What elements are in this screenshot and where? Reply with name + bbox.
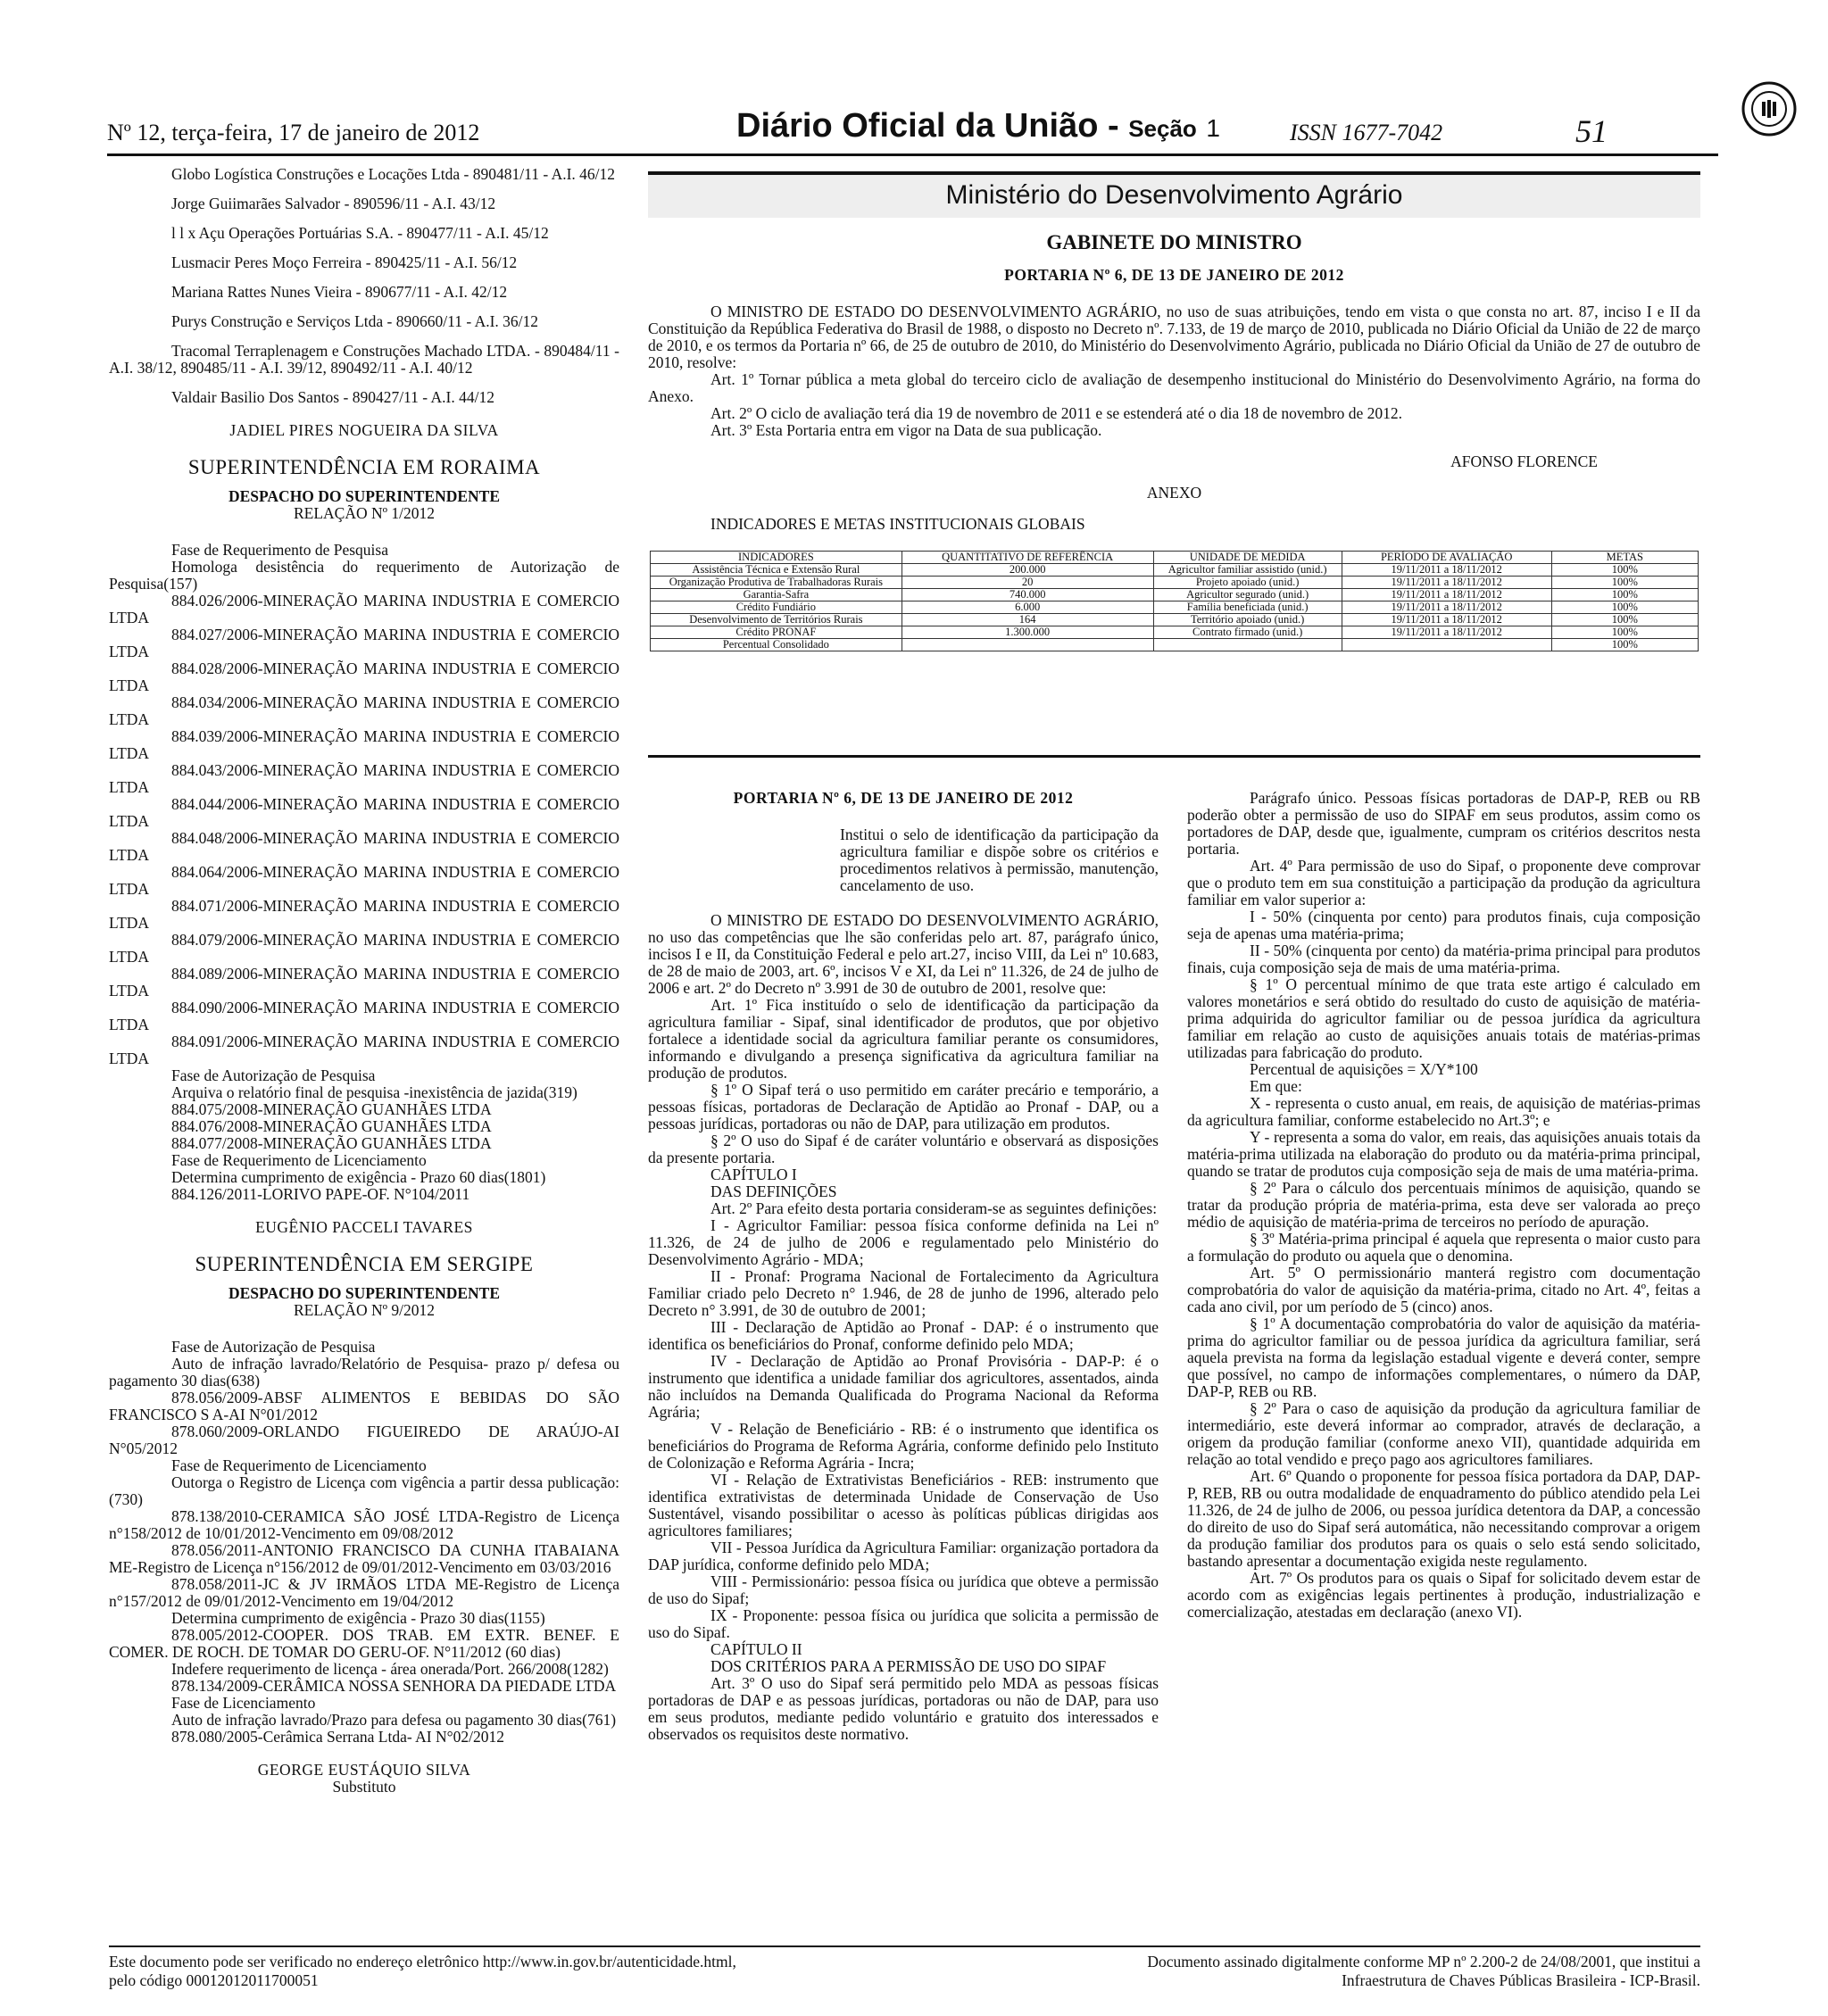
list-item: 884.039/2006-MINERAÇÃO MARINA INDUSTRIA E COMERCIO LTDA xyxy=(109,727,619,762)
column-header: UNIDADE DE MEDIDA xyxy=(1153,552,1342,564)
paragraph: Art. 2º O ciclo de avaliação terá dia 19 de novembro de 2011 e se estenderá até o dia 18 de novembro de 2012. xyxy=(710,404,1402,422)
cell: 19/11/2011 a 18/11/2012 xyxy=(1342,564,1551,577)
list-item: Globo Logística Construções e Locações Ltda - 890481/11 - A.I. 46/12 xyxy=(171,165,616,183)
cell: Crédito PRONAF xyxy=(651,626,902,639)
paragraph: VI - Relação de Extrativistas Beneficiários - REB: instrumento que identifica extrativistas de determinada Unidade de Conservação de Uso Sustentável, visando possibilitar o acesso às políticas públicas dirigidas aos agricultores familiares; xyxy=(648,1471,1159,1539)
signature-note-line: Documento assinado digitalmente conforme MP nº 2.200-2 de 24/08/2001, que institui a xyxy=(1147,1953,1700,1970)
cell: 19/11/2011 a 18/11/2012 xyxy=(1342,614,1551,626)
sergipe-list xyxy=(109,1339,619,1746)
table-title: INDICADORES E METAS INSTITUCIONAIS GLOBAIS xyxy=(710,515,1085,533)
list-item: Tracomal Terraplenagem e Construções Machado LTDA. - 890484/11 - A.I. 38/12, 890485/11 - A.I. 39/12, 890492/11 - A.I. 40/12 xyxy=(109,342,619,377)
paragraph: § 2º O uso do Sipaf é de caráter voluntário e observará as disposições da presente portaria. xyxy=(648,1132,1159,1166)
table-row xyxy=(651,564,1699,577)
ementa: Institui o selo de identificação da participação da agricultura familiar e dispõe sobre os critérios e procedimentos relativos à permissão, manutenção, cancelamento de uso. xyxy=(840,825,1159,894)
paragraph: § 1º A documentação comprobatória do valor de aquisição da matéria-prima do agricultor familiar ou de pessoa jurídica da agricultura familiar, será aquela prevista na forma da legislação estadual vigente e deverá conter, sempre que possível, no campo de informações complementares, o número da DAP, DAP-P, REB ou RB. xyxy=(1187,1315,1700,1400)
paragraph: Art. 3º Esta Portaria entra em vigor na Data de sua publicação. xyxy=(710,421,1102,439)
cell xyxy=(1342,639,1551,651)
indicators-table xyxy=(650,551,1699,651)
paragraph: O MINISTRO DE ESTADO DO DESENVOLVIMENTO AGRÁRIO, no uso de suas atribuições, tendo em vista o que consta no art. 87, inciso I e II da Constituição da República Federativa do Brasil de 1988, o disposto no Decreto nº. 7.133, de 19 de março de 2010, publicada no Diário Oficial da União de 22 de março de 2010, e os termos da Portaria nº 66, de 25 de outubro de 2010, do Ministério do Desenvolvimento Agrário, publicada no Diário Oficial da União de 27 de outubro de 2010, resolve: xyxy=(648,303,1700,371)
cell: 100% xyxy=(1551,614,1698,626)
list-item: Fase de Autorização de Pesquisa xyxy=(171,1338,376,1356)
list-item: Fase de Requerimento de Licenciamento xyxy=(171,1151,427,1169)
anexo-heading: ANEXO xyxy=(1146,484,1202,502)
list-item: 878.058/2011-JC & JV IRMÃOS LTDA ME-Registro de Licença n°157/2012 de 09/01/2012-Vencimento em 19/04/2012 xyxy=(109,1575,619,1610)
cell: 19/11/2011 a 18/11/2012 xyxy=(1342,601,1551,614)
chapter-heading: CAPÍTULO I xyxy=(710,1166,797,1183)
paragraph: Y - representa a soma do valor, em reais, das aquisições anuais totais da matéria-prima utilizada na elaboração do produto ou da matéria-prima principal, quando se tratar de produtos cuja composição seja de mais de uma matéria-prima. xyxy=(1187,1128,1700,1180)
column-header: QUANTITATIVO DE REFERÊNCIA xyxy=(902,552,1153,564)
cell: Crédito Fundiário xyxy=(651,601,902,614)
verification-code-line: pelo código 00012012011700051 xyxy=(109,1971,319,1989)
section-label: Seção xyxy=(1128,115,1197,142)
paragraph: I - 50% (cinquenta por cento) para produtos finais, cuja composição seja de apenas uma matéria-prima; xyxy=(1187,908,1700,942)
cell xyxy=(902,639,1153,651)
paragraph: Art. 7º Os produtos para os quais o Sipaf for solicitado devem estar de acordo com as exigências legais pertinentes à produção, industrialização e comercialização, atestadas em declaração (anexo VI). xyxy=(1187,1569,1700,1621)
signature-role: Substituto xyxy=(332,1778,396,1796)
list-item: 884.028/2006-MINERAÇÃO MARINA INDUSTRIA E COMERCIO LTDA xyxy=(109,660,619,694)
paragraph: § 3º Matéria-prima principal é aquela que representa o maior custo para a formulação do produto ou aquela que o denomina. xyxy=(1187,1230,1700,1265)
roraima-list xyxy=(109,542,619,1203)
cell: 1.300.000 xyxy=(902,626,1153,639)
list-item: 884.089/2006-MINERAÇÃO MARINA INDUSTRIA E COMERCIO LTDA xyxy=(109,965,619,1000)
verification-note xyxy=(109,1953,912,1990)
cell: 164 xyxy=(902,614,1153,626)
relacao-number: RELAÇÃO Nº 1/2012 xyxy=(293,504,436,522)
list-item: Determina cumprimento de exigência - Prazo 60 dias(1801) xyxy=(171,1168,546,1186)
chapter-title: DOS CRITÉRIOS PARA A PERMISSÃO DE USO DO SIPAF xyxy=(710,1657,1107,1675)
table-row xyxy=(651,626,1699,639)
list-item: 884.091/2006-MINERAÇÃO MARINA INDUSTRIA E COMERCIO LTDA xyxy=(109,1033,619,1067)
signature: JADIEL PIRES NOGUEIRA DA SILVA xyxy=(229,421,499,439)
paragraph: § 1º O Sipaf terá o uso permitido em caráter precário e temporário, a pessoas físicas, portadoras de Declaração de Aptidão ao Pronaf - DAP, ou a pessoas jurídicas, portadoras ou não de DAP, para utilização em produtos. xyxy=(648,1081,1159,1132)
cell: 100% xyxy=(1551,589,1698,601)
despacho-heading: DESPACHO DO SUPERINTENDENTE xyxy=(228,1284,501,1302)
paragraph: O MINISTRO DE ESTADO DO DESENVOLVIMENTO AGRÁRIO, no uso das competências que lhe são conferidas pelo art. 87, parágrafo único, incisos I e II, da Constituição Federal e pelo art.27, inciso VIII, da Lei nº 10.683, de 28 de maio de 2003, art. 6º, incisos V e XI, da Lei nº 11.326, de 24 de julho de 2006 e art. 2º do Decreto nº 3.991 de 30 de outubro de 2001, resolve que: xyxy=(648,911,1159,997)
list-item: 878.138/2010-CERAMICA SÃO JOSÉ LTDA-Registro de Licença n°158/2012 de 10/01/2012-Vencimento em 09/08/2012 xyxy=(109,1507,619,1542)
cell: 100% xyxy=(1551,601,1698,614)
list-item: Mariana Rattes Nunes Vieira - 890677/11 - A.I. 42/12 xyxy=(171,283,508,301)
column-header: INDICADORES xyxy=(651,552,902,564)
cell: 100% xyxy=(1551,626,1698,639)
paragraph: VII - Pessoa Jurídica da Agricultura Familiar: organização portadora da DAP jurídica, conforme definido pelo MDA; xyxy=(648,1539,1159,1573)
list-item: Auto de infração lavrado/Prazo para defesa ou pagamento 30 dias(761) xyxy=(171,1711,617,1729)
list-item: Jorge Guiimarães Salvador - 890596/11 - A.I. 43/12 xyxy=(171,195,496,212)
cell: Organização Produtiva de Trabalhadoras Rurais xyxy=(651,577,902,589)
imprensa-nacional-seal-icon xyxy=(1741,80,1798,137)
column-header: METAS xyxy=(1551,552,1698,564)
cell: Agricultor segurado (unid.) xyxy=(1153,589,1342,601)
ministry-title: Ministério do Desenvolvimento Agrário xyxy=(648,171,1700,218)
cell: Assistência Técnica e Extensão Rural xyxy=(651,564,902,577)
paragraph: Art. 1º Tornar pública a meta global do terceiro ciclo de avaliação de desempenho institucional do Ministério do Desenvolvimento Agrário, na forma do Anexo. xyxy=(648,370,1700,405)
list-item: 884.071/2006-MINERAÇÃO MARINA INDUSTRIA E COMERCIO LTDA xyxy=(109,897,619,932)
journal-title-text: Diário Oficial da União - xyxy=(736,107,1119,145)
list-item: 884.077/2008-MINERAÇÃO GUANHÃES LTDA xyxy=(171,1134,492,1152)
paragraph: Art. 5º O permissionário manterá registro com documentação comprobatória do valor de aquisição da matéria-prima, citado no Art. 4º, feitas a cada ano civil, por um período de 5 (cinco) anos. xyxy=(1187,1264,1700,1315)
signature: GEORGE EUSTÁQUIO SILVA xyxy=(257,1761,471,1779)
header-rule xyxy=(107,153,1718,156)
list-item: Purys Construção e Serviços Ltda - 890660/11 - A.I. 36/12 xyxy=(171,312,539,330)
cell: 740.000 xyxy=(902,589,1153,601)
despacho-heading: DESPACHO DO SUPERINTENDENTE xyxy=(228,487,501,505)
table-row xyxy=(651,639,1699,651)
portaria-title: PORTARIA Nº 6, DE 13 DE JANEIRO DE 2012 xyxy=(733,789,1074,807)
cell: Projeto apoiado (unid.) xyxy=(1153,577,1342,589)
cell: Percentual Consolidado xyxy=(651,639,902,651)
list-item: 878.005/2012-COOPER. DOS TRAB. EM EXTR. BENEF. E COMER. DE ROCH. DE TOMAR DO GERU-OF. N°11/2012 (60 dias) xyxy=(109,1626,619,1661)
cell: 100% xyxy=(1551,564,1698,577)
list-item: 884.126/2011-LORIVO PAPE-OF. N°104/2011 xyxy=(171,1185,470,1203)
relacao-number: RELAÇÃO Nº 9/2012 xyxy=(293,1301,436,1319)
cell: 20 xyxy=(902,577,1153,589)
list-item: Determina cumprimento de exigência - Prazo 30 dias(1155) xyxy=(171,1609,545,1627)
issn: ISSN 1677-7042 xyxy=(1290,120,1443,145)
verification-url-line: Este documento pode ser verificado no endereço eletrônico http://www.in.gov.br/autenticidade.html, xyxy=(109,1953,736,1970)
list-item: Homologa desistência do requerimento de Autorização de Pesquisa(157) xyxy=(109,558,619,593)
gabinete-title: GABINETE DO MINISTRO xyxy=(1046,231,1302,253)
cell: 19/11/2011 a 18/11/2012 xyxy=(1342,589,1551,601)
cell: 100% xyxy=(1551,639,1698,651)
section-title-roraima: SUPERINTENDÊNCIA EM RORAIMA xyxy=(187,456,541,478)
page-header xyxy=(107,107,1718,152)
chapter-title: DAS DEFINIÇÕES xyxy=(710,1182,837,1200)
list-item: 884.075/2008-MINERAÇÃO GUANHÃES LTDA xyxy=(171,1100,492,1118)
paragraph: § 2º Para o caso de aquisição da produção da agricultura familiar de intermediário, este deverá informar ao comprador, através de declaração, a origem da produção familiar (conforme anexo VII), quantidade adquirida em relação ao total vendido e preço pago aos agricultores familiares. xyxy=(1187,1399,1700,1468)
list-item: 884.026/2006-MINERAÇÃO MARINA INDUSTRIA E COMERCIO LTDA xyxy=(109,592,619,626)
paragraph: Em que: xyxy=(1250,1077,1302,1095)
cell: Garantia-Safra xyxy=(651,589,902,601)
list-item: Fase de Requerimento de Pesquisa xyxy=(171,541,389,559)
cell: Agricultor familiar assistido (unid.) xyxy=(1153,564,1342,577)
list-item: Indefere requerimento de licença - área onerada/Port. 266/2008(1282) xyxy=(171,1660,609,1678)
paragraph: Art. 6º Quando o proponente for pessoa física portadora da DAP, DAP-P, REB, RB ou outra modalidade de enquadramento do público atendido pela Lei 11.326, de 24 de julho de 2006, ou pessoa jurídica detentora da DAP, a concessão do direito de uso do Sipaf será automática, não necessitando comprovar a origem da produção familiar dos produtos para os quais o selo está sendo solicitado, bastando apresentar a documentação exigida neste regulamento. xyxy=(1187,1467,1700,1570)
table-row xyxy=(651,601,1699,614)
paragraph: IX - Proponente: pessoa física ou jurídica que solicita a permissão de uso do Sipaf. xyxy=(648,1606,1159,1641)
gabinete-block xyxy=(648,231,1700,533)
list-item: 884.043/2006-MINERAÇÃO MARINA INDUSTRIA E COMERCIO LTDA xyxy=(109,761,619,796)
list-top xyxy=(109,166,619,406)
portaria-title: PORTARIA Nº 6, DE 13 DE JANEIRO DE 2012 xyxy=(1004,266,1344,284)
list-item: 878.134/2009-CERÂMICA NOSSA SENHORA DA PIEDADE LTDA xyxy=(171,1677,617,1695)
cell: 19/11/2011 a 18/11/2012 xyxy=(1342,577,1551,589)
signature-note xyxy=(1004,1953,1700,1990)
chapter-heading: CAPÍTULO II xyxy=(710,1640,802,1658)
paragraph: I - Agricultor Familiar: pessoa física conforme definida na Lei nº 11.326, de 24 de julho de 2006 e regulamentado pelo Ministério do Desenvolvimento Agrário - MDA; xyxy=(648,1216,1159,1268)
list-item: Fase de Requerimento de Licenciamento xyxy=(171,1456,427,1474)
table-header-row xyxy=(651,552,1699,564)
table-row xyxy=(651,589,1699,601)
list-item: 884.064/2006-MINERAÇÃO MARINA INDUSTRIA E COMERCIO LTDA xyxy=(109,863,619,898)
cell: Contrato firmado (unid.) xyxy=(1153,626,1342,639)
list-item: 878.080/2005-Cerâmica Serrana Ltda- AI N°02/2012 xyxy=(171,1728,504,1746)
section-divider xyxy=(648,755,1700,758)
list-item: 878.056/2009-ABSF ALIMENTOS E BEBIDAS DO SÃO FRANCISCO S A-AI N°01/2012 xyxy=(109,1389,619,1423)
paragraph: § 1º O percentual mínimo de que trata este artigo é calculado em valores monetários e será obtido do resultado do custo de aquisição de matéria-prima adquirida do agricultor familiar ou de pessoa jurídica da agricultura familiar em relação ao custo de aquisições anuais totais de matérias-primas utilizadas para fabricação do produto. xyxy=(1187,975,1700,1061)
paragraph: IV - Declaração de Aptidão ao Pronaf Provisória - DAP-P: é o instrumento que identifica a unidade familiar dos agricultores, assentados, ainda não incluídos na Demanda Qualificada do Programa Nacional da Reforma Agrária; xyxy=(648,1352,1159,1421)
signature: EUGÊNIO PACCELI TAVARES xyxy=(255,1218,473,1236)
portaria-column-b xyxy=(648,790,1159,1743)
table-row xyxy=(651,577,1699,589)
signer-name: AFONSO FLORENCE xyxy=(1450,452,1598,470)
cell: Família beneficiada (unid.) xyxy=(1153,601,1342,614)
table-row xyxy=(651,614,1699,626)
paragraph: V - Relação de Beneficiário - RB: é o instrumento que identifica os beneficiários do Programa de Reforma Agrária, conforme definido pelo Instituto de Colonização e Reforma Agrária - Incra; xyxy=(648,1420,1159,1472)
paragraph: Art. 2º Para efeito desta portaria consideram-se as seguintes definições: xyxy=(710,1199,1158,1217)
list-item: Fase de Licenciamento xyxy=(171,1694,316,1712)
section-title-sergipe: SUPERINTENDÊNCIA EM SERGIPE xyxy=(195,1253,534,1275)
list-item: 884.044/2006-MINERAÇÃO MARINA INDUSTRIA E COMERCIO LTDA xyxy=(109,795,619,830)
cell: 200.000 xyxy=(902,564,1153,577)
journal-title xyxy=(736,107,1220,145)
section-number: 1 xyxy=(1206,114,1220,142)
page-number: 51 xyxy=(1575,113,1608,149)
cell: 19/11/2011 a 18/11/2012 xyxy=(1342,626,1551,639)
cell: 6.000 xyxy=(902,601,1153,614)
paragraph: Art. 1º Fica instituído o selo de identificação da participação da agricultura familiar - Sipaf, sinal identificador de produtos, que por objetivo fortalece a identidade social da agricultura familiar perante os consumidores, informando e divulgando a presença significativa da agricultura familiar na produção de produtos. xyxy=(648,996,1159,1082)
paragraph: Art. 3º O uso do Sipaf será permitido pelo MDA as pessoas físicas portadoras de DAP e as pessoas jurídicas, portadoras ou não de DAP, para uso em seus produtos, mediante pedido voluntário e gratuito dos interessados e observados os requisitos deste normativo. xyxy=(648,1674,1159,1743)
list-item: Outorga o Registro de Licença com vigência a partir dessa publicação:(730) xyxy=(109,1473,619,1508)
list-item: 884.027/2006-MINERAÇÃO MARINA INDUSTRIA E COMERCIO LTDA xyxy=(109,626,619,660)
list-item: 884.076/2008-MINERAÇÃO GUANHÃES LTDA xyxy=(171,1117,492,1135)
paragraph: X - representa o custo anual, em reais, de aquisição de matérias-primas da agricultura familiar, conforme estabelecido no Art.3º; e xyxy=(1187,1094,1700,1129)
list-item: 878.056/2011-ANTONIO FRANCISCO DA CUNHA ITABAIANA ME-Registro de Licença n°156/2012 de 09/01/2012-Vencimento em 03/03/2016 xyxy=(109,1541,619,1576)
list-item: Lusmacir Peres Moço Ferreira - 890425/11 - A.I. 56/12 xyxy=(171,253,518,271)
paragraph: § 2º Para o cálculo dos percentuais mínimos de aquisição, quando se tratar da produção própria de matéria-prima, esta deve ser valorada ao preço médio de aquisição de matéria-prima de terceiros no período de apuração. xyxy=(1187,1179,1700,1231)
cell: Desenvolvimento de Territórios Rurais xyxy=(651,614,902,626)
cell: 100% xyxy=(1551,577,1698,589)
paragraph: III - Declaração de Aptidão ao Pronaf - DAP: é o instrumento que identifica os beneficiários do Pronaf, conforme definido pelo MDA; xyxy=(648,1318,1159,1353)
list-item: 884.048/2006-MINERAÇÃO MARINA INDUSTRIA E COMERCIO LTDA xyxy=(109,829,619,864)
cell: Território apoiado (unid.) xyxy=(1153,614,1342,626)
list-item: 884.079/2006-MINERAÇÃO MARINA INDUSTRIA E COMERCIO LTDA xyxy=(109,931,619,966)
paragraph: VIII - Permissionário: pessoa física ou jurídica que obteve a permissão de uso do Sipaf; xyxy=(648,1572,1159,1607)
list-item: Valdair Basilio Dos Santos - 890427/11 - A.I. 44/12 xyxy=(171,388,494,406)
paragraph: Art. 4º Para permissão de uso do Sipaf, o proponente deve comprovar que o produto tem em sua constituição a participação da produção da agricultura familiar em valor superior a: xyxy=(1187,857,1700,908)
paragraph: Parágrafo único. Pessoas físicas portadoras de DAP-P, REB ou RB poderão obter a permissão de uso do SIPAF em seus produtos, assim como os portadores de DAP, desde que, igualmente, cumpram os critérios descritos nesta portaria. xyxy=(1187,789,1700,858)
formula: Percentual de aquisições = X/Y*100 xyxy=(1250,1060,1478,1078)
list-item: 884.034/2006-MINERAÇÃO MARINA INDUSTRIA E COMERCIO LTDA xyxy=(109,693,619,728)
cell xyxy=(1153,639,1342,651)
signature-note-line: Infraestrutura de Chaves Públicas Brasileira - ICP-Brasil. xyxy=(1342,1971,1700,1989)
list-item: 878.060/2009-ORLANDO FIGUEIREDO DE ARAÚJO-AI N°05/2012 xyxy=(109,1423,619,1457)
paragraph: II - 50% (cinquenta por cento) da matéria-prima principal para produtos finais, cuja composição seja de mais de uma matéria-prima. xyxy=(1187,942,1700,976)
list-item: Auto de infração lavrado/Relatório de Pesquisa- prazo p/ defesa ou pagamento 30 dias(638) xyxy=(109,1355,619,1390)
column-header: PERÍODO DE AVALIAÇÃO xyxy=(1342,552,1551,564)
list-item: Fase de Autorização de Pesquisa xyxy=(171,1066,376,1084)
list-item: Arquiva o relatório final de pesquisa -inexistência de jazida(319) xyxy=(171,1083,577,1101)
list-item: l l x Açu Operações Portuárias S.A. - 890477/11 - A.I. 45/12 xyxy=(171,224,549,242)
footer-rule xyxy=(109,1945,1700,1947)
paragraph: II - Pronaf: Programa Nacional de Fortalecimento da Agricultura Familiar criado pelo Decreto n° 1.946, de 28 de junho de 1996, alterado pelo Decreto n° 3.991, de 30 de outubro de 2001; xyxy=(648,1267,1159,1319)
list-item: 884.090/2006-MINERAÇÃO MARINA INDUSTRIA E COMERCIO LTDA xyxy=(109,999,619,1033)
portaria-column-c xyxy=(1187,790,1700,1621)
issue-date: Nº 12, terça-feira, 17 de janeiro de 2012 xyxy=(107,120,480,145)
left-column xyxy=(109,166,619,1796)
